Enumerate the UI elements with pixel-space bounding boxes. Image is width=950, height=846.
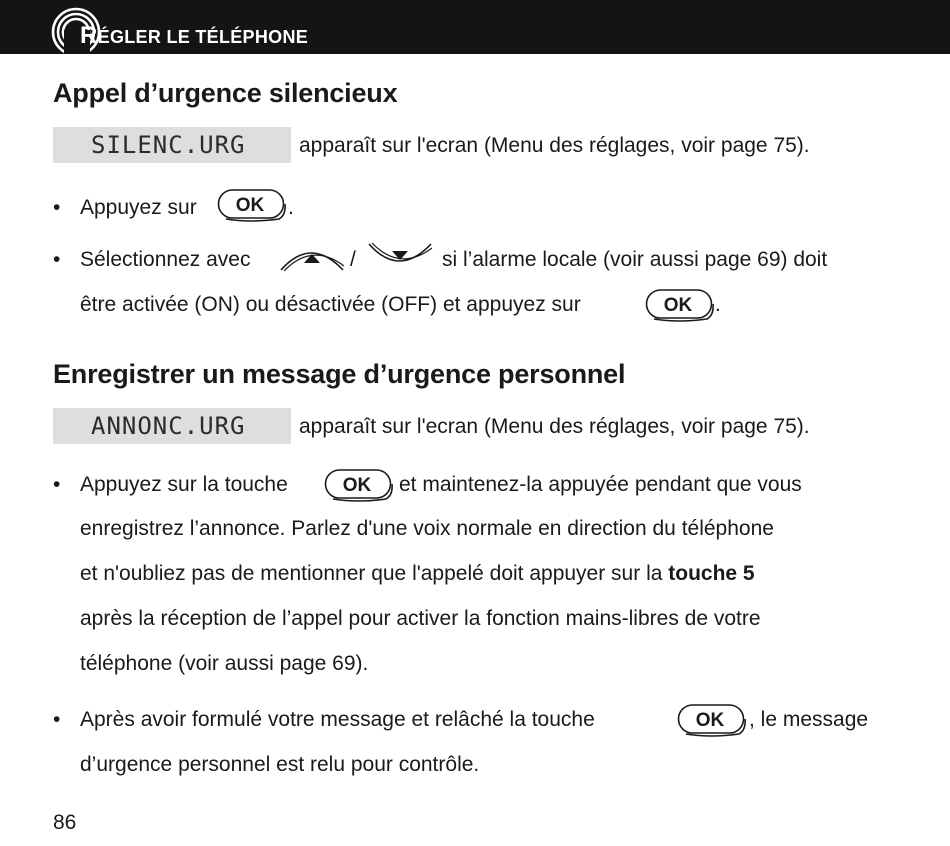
emphasis-key-5: touche 5: [668, 562, 755, 585]
page-number: 86: [53, 811, 77, 834]
instruction-text: et maintenez-la appuyée pendant que vous: [399, 473, 802, 496]
instruction-text-end: .: [715, 293, 721, 316]
section-title-personal-message: Enregistrer un message d’urgence personnel: [53, 359, 626, 389]
nav-up-key-icon: [278, 240, 348, 274]
lcd-display-text: SILENC.URG: [91, 131, 246, 159]
ok-key-label: OK: [663, 295, 693, 316]
bullet-icon: •: [53, 248, 61, 271]
ok-key-icon: [645, 288, 715, 322]
instruction-text: d’urgence personnel est relu pour contrôle.: [80, 753, 480, 776]
ok-key-icon: [217, 188, 287, 222]
bullet-icon: •: [53, 196, 61, 219]
instruction-text: Appuyez sur la touche: [80, 473, 288, 496]
section-title-silent-emergency: Appel d’urgence silencieux: [53, 78, 398, 108]
instruction-text: [80, 563, 755, 584]
instruction-text-part: et n'oubliez pas de mentionner que l'appelé doit appuyer sur la: [80, 562, 663, 585]
lcd-display: [53, 127, 291, 163]
header-title-rest: ÉGLER LE TÉLÉPHONE: [97, 27, 309, 47]
display-caption: apparaît sur l'ecran (Menu des réglages, voir page 75).: [299, 415, 810, 438]
ok-key-icon: [324, 468, 394, 502]
lcd-display-text: ANNONC.URG: [91, 412, 246, 440]
instruction-text: , le message: [749, 708, 869, 731]
instruction-text: si l’alarme locale (voir aussi page 69) doit: [442, 248, 828, 271]
ok-key-label: OK: [235, 195, 265, 216]
instruction-text: enregistrez l’annonce. Parlez d'une voix normale en direction du téléphone: [80, 517, 774, 540]
instruction-text-end: .: [288, 196, 294, 219]
lcd-display: [53, 408, 291, 444]
bullet-icon: •: [53, 708, 61, 731]
ok-key-icon: [677, 703, 747, 737]
key-separator: /: [350, 248, 356, 271]
instruction-text: Sélectionnez avec: [80, 248, 251, 271]
bullet-icon: •: [53, 473, 61, 496]
instruction-text: téléphone (voir aussi page 69).: [80, 652, 369, 675]
header-title-initial: R: [80, 22, 98, 49]
instruction-text: après la réception de l’appel pour activer la fonction mains-libres de votre: [80, 607, 761, 630]
instruction-text: Appuyez sur: [80, 196, 197, 219]
instruction-text: Après avoir formulé votre message et relâché la touche: [80, 708, 595, 731]
ok-key-label: OK: [695, 710, 725, 731]
display-caption: apparaît sur l'ecran (Menu des réglages, voir page 75).: [299, 134, 810, 157]
page-header-title: [80, 22, 308, 50]
nav-down-key-icon: [366, 240, 436, 274]
ok-key-label: OK: [342, 475, 372, 496]
instruction-text: être activée (ON) ou désactivée (OFF) et appuyez sur: [80, 293, 581, 316]
